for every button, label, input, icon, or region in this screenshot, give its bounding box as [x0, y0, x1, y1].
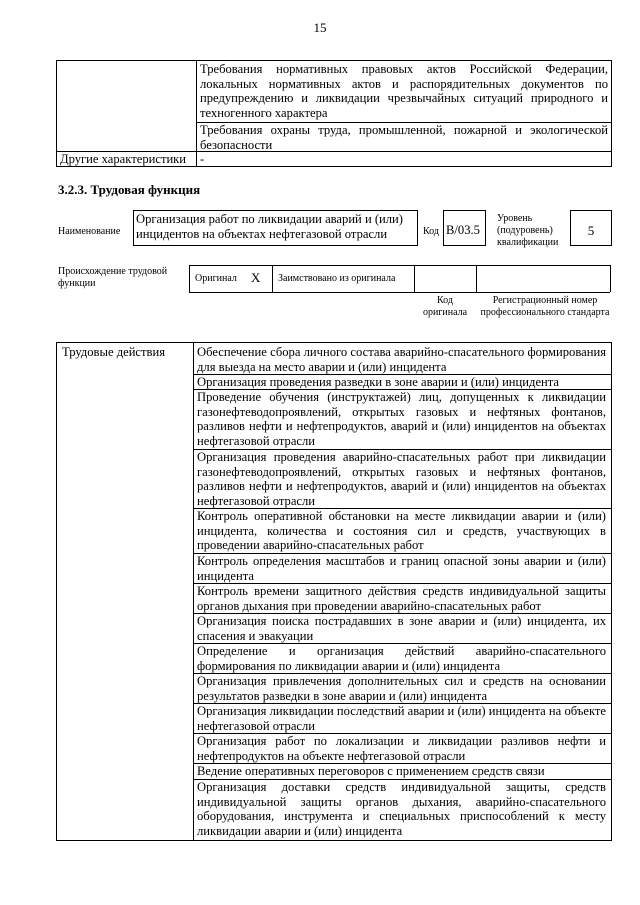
labor-action-item: Контроль определения масштабов и границ опасной зоны аварии и (или) инцидента: [197, 554, 606, 583]
labor-action-item: Ведение оперативных переговоров с применением средств связи: [197, 764, 545, 778]
labor-action-item: Организация доставки средств индивидуальной защиты, средств индивидуальной защиты органов дыхания, аварийно-спасательного оборудования, инструмента и специальных приспособлений к месту ликвидации аварии и (или) инцидента: [197, 780, 606, 838]
labor-action-item: Организация проведения аварийно-спасательных работ при ликвидации газонефтеводопроявлений, открытых газовых и нефтяных фонтанов, разливов нефти и нефтепродуктов, аварий и (или) инцидентов на объектах нефтегазовой отрасли: [197, 450, 606, 508]
labor-action-item: Проведение обучения (инструктажей) лиц, допущенных к ликвидации газонефтеводопроявлений, открытых газовых и нефтяных фонтанов, разливов нефти и нефтепродуктов, аварий и (или) инцидентов на объектах нефтегазовой отрасли: [197, 390, 606, 448]
labor-action-item: Обеспечение сбора личного состава аварийно-спасательного формирования для выезда на место аварии и (или) инцидента: [197, 345, 606, 374]
other-characteristics-label: Другие характеристики: [60, 152, 187, 166]
function-code: В/03.5: [446, 223, 480, 237]
labor-action-item: Контроль оперативной обстановки на месте ликвидации аварии и (или) инцидента, количества и состояния сил и средств, участвующих в проведении аварийно-спасательных работ: [197, 509, 606, 553]
code-label: Код: [423, 226, 439, 237]
origin-label: Происхождение трудовой функции: [58, 266, 168, 289]
labor-actions-label: Трудовые действия: [62, 345, 166, 359]
requirement-safety: Требования охраны труда, промышленной, пожарной и экологической безопасности: [200, 123, 608, 152]
labor-action-item: Организация поиска пострадавших в зоне аварии и (или) инцидента, их спасения и эвакуации: [197, 614, 606, 643]
page-number: 15: [313, 20, 327, 35]
labor-action-item: Контроль времени защитного действия средств индивидуальной защиты органов дыхания при проведении аварийно-спасательных работ: [197, 584, 606, 613]
section-title: 3.2.3. Трудовая функция: [58, 182, 201, 197]
qualification-level: 5: [587, 223, 595, 238]
level-label: Уровень (подуровень) квалификации: [497, 213, 559, 248]
labor-action-item: Определение и организация действий аварийно-спасательного формирования по ликвидации аварии и (или) инцидента: [197, 644, 606, 673]
labor-action-item: Организация проведения разведки в зоне аварии и (или) инцидента: [197, 375, 560, 389]
borrowed-label: Заимствовано из оригинала: [278, 273, 396, 284]
original-mark: X: [251, 270, 261, 285]
name-label: Наименование: [58, 226, 121, 237]
function-name: Организация работ по ликвидации аварий и (или) инцидентов на объектах нефтегазовой отрасли: [136, 212, 403, 241]
original-label: Оригинал: [195, 273, 237, 284]
labor-action-item: Организация привлечения дополнительных сил и средств на основании результатов разведки в зоне аварии и (или) инцидента: [197, 674, 606, 703]
requirement-normative: Требования нормативных правовых актов Российской Федерации, локальных нормативных актов и распорядительных документов по предупреждению и ликвидации чрезвычайных ситуаций природного и техногенного характера: [200, 62, 608, 120]
code-original-caption: Код оригинала: [422, 295, 468, 318]
other-characteristics-value: -: [200, 152, 205, 166]
labor-action-item: Организация ликвидации последствий аварии и (или) инцидента на объекте нефтегазовой отрасли: [197, 704, 606, 733]
labor-action-item: Организация работ по локализации и ликвидации разливов нефти и нефтепродуктов на объекте нефтегазовой отрасли: [197, 734, 606, 763]
reg-number-caption: Регистрационный номер профессионального стандарта: [480, 295, 610, 318]
